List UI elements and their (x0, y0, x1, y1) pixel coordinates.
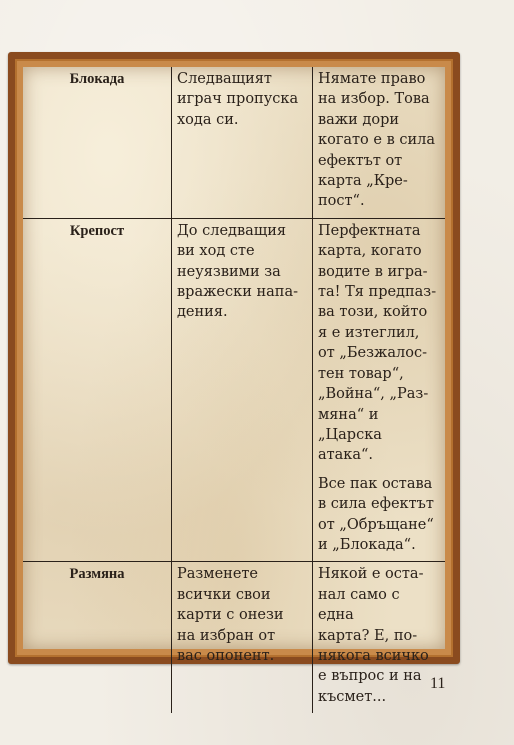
note-text: Перфектната карта, когато водите в игра- та! Тя предпаз- ва този, който я е изтеглил, от „Безжалос- тен товар“, „Война“, „Раз- мяна“ и „Царска атака“. (318, 222, 437, 464)
note-text: Нямате право на избор. Това важи дори когато е в сила ефектът от карта „Кре- пост“. (318, 71, 435, 210)
table-row (23, 562, 445, 713)
term-cell: Крепост (23, 218, 172, 562)
table-row (23, 218, 445, 562)
page-number: 11 (430, 675, 446, 692)
effect-cell: Следващият играч пропуска хода си. (172, 67, 313, 218)
notes-cell (313, 67, 446, 218)
table-row (23, 67, 445, 218)
effect-cell: Разменете всички свои карти с онези на избран от вас опонент. (172, 562, 313, 713)
note-text: Някой е оста- нал само с една карта? Е, по- някогa всичко е въпрос и на късмет... (318, 566, 429, 705)
effect-cell: До следващия ви ход сте неуязвими за вражески напа- дения. (172, 218, 313, 562)
notes-cell (313, 218, 446, 562)
notes-cell (313, 562, 446, 713)
note-text: Все пак остава в сила ефектът от „Обръщане“ и „Блокада“. (318, 475, 434, 553)
rules-table (23, 67, 445, 713)
term-cell: Размяна (23, 562, 172, 713)
term-cell: Блокада (23, 67, 172, 218)
